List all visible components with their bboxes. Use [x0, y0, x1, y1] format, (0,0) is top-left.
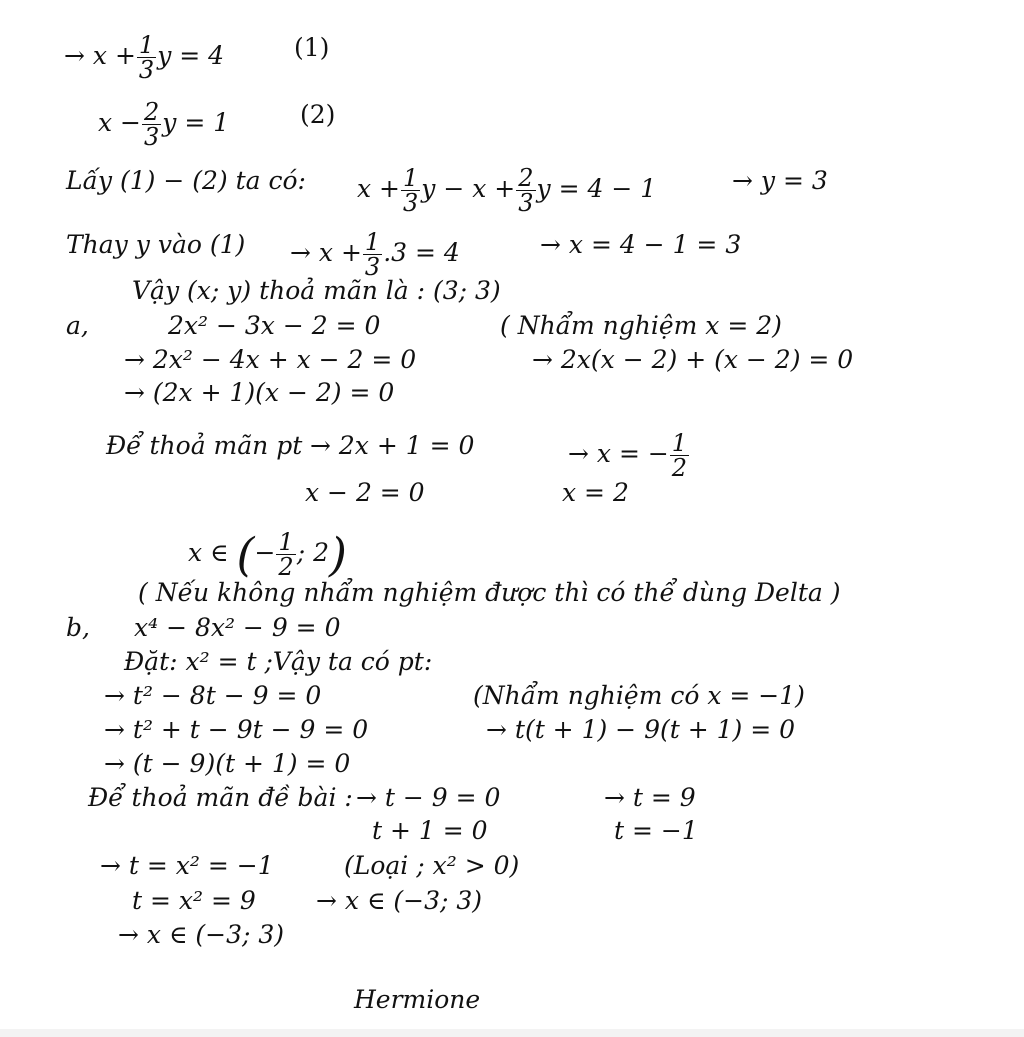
- equation-2: [98, 100, 229, 149]
- subtraction-step-label: Lấy (1) − (2) ta có:: [66, 166, 306, 195]
- part-b-step-3: → (t − 9)(t + 1) = 0: [104, 749, 351, 778]
- expr-part: x ∈: [188, 538, 229, 567]
- fraction-denominator: 3: [403, 189, 419, 217]
- expr-part: y = 4: [157, 41, 225, 70]
- part-a-step-2: → (2x + 1)(x − 2) = 0: [124, 378, 395, 407]
- part-b-condition-2: t + 1 = 0: [372, 816, 488, 845]
- bracket: ): [328, 527, 347, 582]
- part-a-condition-label: Để thoả mãn pt: [106, 431, 303, 460]
- fraction-numerator: 2: [144, 98, 160, 126]
- part-b-condition-label: Để thoả mãn đề bài :: [88, 783, 353, 812]
- fraction-denominator: 3: [138, 56, 155, 84]
- expr-part: ; 2: [296, 538, 329, 567]
- arrow: →: [64, 41, 85, 70]
- fraction-numerator: 1: [403, 164, 419, 192]
- substitution-label: Thay y vào (1): [66, 230, 246, 259]
- fraction-one-half: [670, 431, 689, 480]
- fraction-one-half: [276, 530, 295, 579]
- expr-part: y = 4 − 1: [536, 174, 657, 203]
- fraction-numerator: 1: [138, 31, 155, 59]
- fraction-denominator: 3: [144, 123, 160, 151]
- expr-part: x +: [318, 238, 362, 267]
- bracket: (: [236, 527, 255, 582]
- fraction-one-third: [363, 230, 382, 279]
- fraction-denominator: 3: [364, 253, 381, 281]
- part-a-condition-2: x − 2 = 0: [305, 478, 425, 507]
- fraction-two-thirds: [142, 100, 161, 149]
- part-a-step-1-factored: → 2x(x − 2) + (x − 2) = 0: [532, 345, 854, 374]
- fraction-numerator: 1: [278, 528, 294, 556]
- fraction-numerator: 2: [518, 164, 534, 192]
- fraction-numerator: 1: [671, 429, 688, 457]
- subtraction-result: → y = 3: [732, 166, 828, 195]
- author-signature: Hermione: [354, 985, 481, 1014]
- expr-part: x +: [92, 41, 136, 70]
- part-b-condition-1: → t − 9 = 0: [356, 783, 501, 812]
- substitution-result: → x = 4 − 1 = 3: [540, 230, 742, 259]
- expr-part: y − x +: [421, 174, 516, 203]
- part-a-condition-1: → 2x + 1 = 0: [310, 431, 475, 460]
- part-a-equation: 2x² − 3x − 2 = 0: [168, 311, 381, 340]
- fraction-denominator: 2: [278, 553, 294, 581]
- part-b-case-2: t = x² = 9: [132, 886, 256, 915]
- part-b-root-2: t = −1: [614, 816, 698, 845]
- fraction-two-thirds: [516, 166, 535, 215]
- fraction-denominator: 3: [518, 189, 534, 217]
- arrow: →: [290, 238, 311, 267]
- expr-part: −: [254, 538, 276, 567]
- equation-1-label: (1): [294, 33, 330, 62]
- part-b-label: b,: [66, 613, 90, 642]
- expr-part: .3 = 4: [383, 238, 460, 267]
- system-conclusion: Vậy (x; y) thoả mãn là : (3; 3): [132, 276, 501, 305]
- part-b-final-answer: → x ∈ (−3; 3): [118, 920, 285, 949]
- part-b-case-2-result: → x ∈ (−3; 3): [316, 886, 483, 915]
- part-b-case-1-note: (Loại ; x² > 0): [344, 851, 520, 880]
- fraction-denominator: 2: [671, 454, 688, 482]
- part-b-step-1: → t² − 8t − 9 = 0: [104, 681, 322, 710]
- part-a-label: a,: [66, 311, 89, 340]
- expr-part: x +: [357, 174, 400, 203]
- part-a-step-1: → 2x² − 4x + x − 2 = 0: [124, 345, 417, 374]
- part-a-solution-set: [188, 527, 347, 582]
- part-a-hint: ( Nhẩm nghiệm x = 2): [500, 311, 782, 340]
- part-b-root-1: → t = 9: [604, 783, 696, 812]
- subtraction-step-expression: [357, 166, 656, 215]
- part-b-substitution: Đặt: x² = t ;Vậy ta có pt:: [124, 647, 433, 676]
- expr-part: x −: [98, 108, 141, 137]
- equation-2-label: (2): [300, 100, 336, 129]
- part-a-note: ( Nếu không nhẩm nghiệm được thì có thể dùng Delta ): [138, 578, 841, 607]
- part-a-root-2: x = 2: [562, 478, 629, 507]
- arrow: →: [568, 439, 589, 468]
- fraction-numerator: 1: [364, 228, 381, 256]
- fraction-one-third: [137, 33, 156, 82]
- part-b-step-2: → t² + t − 9t − 9 = 0: [104, 715, 369, 744]
- substitution-expression: [290, 230, 460, 279]
- part-b-equation: x⁴ − 8x² − 9 = 0: [134, 613, 341, 642]
- part-b-case-1: → t = x² = −1: [100, 851, 274, 880]
- fraction-one-third: [401, 166, 420, 215]
- expr-part: x = −: [596, 439, 669, 468]
- part-b-hint: (Nhẩm nghiệm có x = −1): [473, 681, 805, 710]
- equation-1: [64, 33, 224, 82]
- part-b-step-2-factored: → t(t + 1) − 9(t + 1) = 0: [486, 715, 796, 744]
- expr-part: y = 1: [162, 108, 230, 137]
- bottom-edge-band: [0, 1029, 1024, 1037]
- part-a-root-1: [568, 431, 690, 480]
